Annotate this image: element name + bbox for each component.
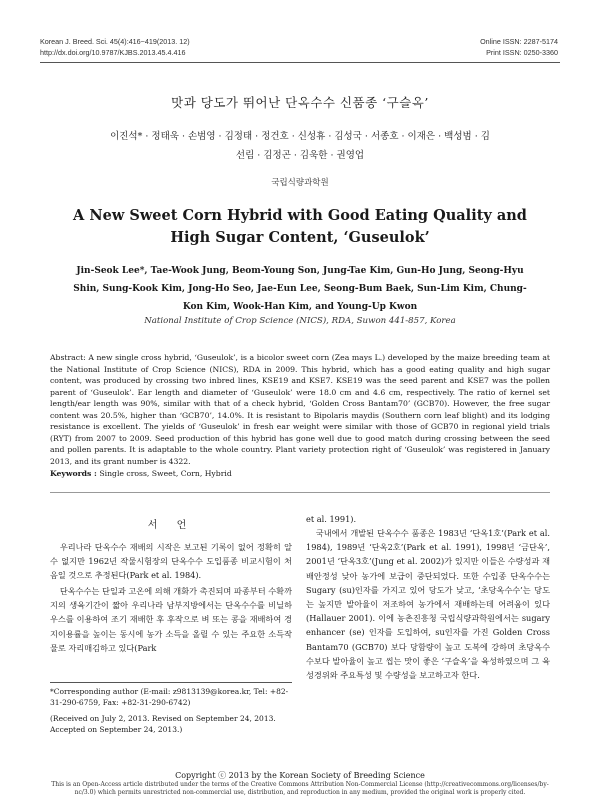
corresponding-author: *Corresponding author (E-mail: z9813139@korea.kr, Tel: +82-31-290-6759, Fax: +82-31-290-6742) bbox=[50, 687, 289, 707]
footnote-divider bbox=[50, 682, 292, 683]
doi-link[interactable]: http://dx.doi.org/10.9787/KJBS.2013.45.4.416 bbox=[40, 48, 186, 57]
intro-left-paragraph-2: 단옥수수는 단일과 고온에 의해 개화가 촉진되며 파종부터 수확까지의 생육기간이 짧아 우리나라 남부지방에서는 단옥수수를 비닐하우스를 이용하여 조기 재배한 후 후작으로 벼 또는 콩을 재배하여 경지이용률을 높이는 동시에 농가 소득을 올릴 수 있는 주요한 소득작물로 자리매김하고 있다(Park bbox=[50, 586, 292, 653]
copyright: Copyright ⓒ 2013 by the Korean Society of Breeding Science bbox=[175, 771, 425, 780]
keywords bbox=[50, 469, 550, 478]
section-title-intro: 서 언 bbox=[147, 520, 195, 531]
keywords-label: Keywords : bbox=[50, 469, 97, 478]
intro-right-paragraph: 국내에서 개발된 단옥수수 품종은 1983년 ‘단옥1호’(Park et al. 1984), 1989년 ‘단옥2호’(Park et al. 1991), 1998년 ‘금단옥’, 2001년 ‘단옥3호’(Jung et al. 2002)가 있지만 이들은 수량성과 재배안정성 낮아 농가에 보급이 중단되었다. 또한 수입종 단옥수수는 Sugary (su)인자를 가지고 있어 당도가 낮고, ‘초당옥수수’는 당도는 높지만 발아율이 저조하여 농가에서 재배하는데 어려움이 있다(Hallauer 2001). 이에 농촌진흥청 국립식량과학원에서는 sugary enhancer (se) 인자를 도입하여, su인자를 가진 Golden Cross Bantam70 (GCB70) 보다 당함량이 높고 도복에 강하며 초당옥수수보다 발아율이 높고 씹는 맛이 좋은 ‘구슬옥’을 육성하였으며 그 육성경위와 주요특성 및 수량성을 보고하고자 한다. bbox=[306, 528, 550, 681]
license-notice: This is an Open-Access article distributed under the terms of the Creative Commons Attribution Non-Commercial License (http://creativecommons.org/licenses/by-nc/3.0) which permits unrestricted non-commercial use, distribution, and reproduction in any medium, provided the original work is properly cited. bbox=[51, 781, 549, 796]
intro-left-paragraph-1: 우리나라 단옥수수 재배의 시작은 보고된 기록이 없어 정확히 알 수 없지만 1962년 작물시험장의 단옥수수 도입품종 비교시험이 처음일 것으로 추정된다(Park et al. 1984). bbox=[50, 542, 292, 581]
header-divider bbox=[40, 62, 560, 63]
korean-institute: 국립식량과학원 bbox=[271, 178, 329, 188]
korean-authors: 이진석* · 정태욱 · 손범영 · 김정태 · 정건호 · 신성휴 · 김성국 · 서종호 · 이재은 · 백성범 · 김선림 · 김정곤 · 김욱한 · 권영업 bbox=[110, 131, 490, 161]
received-dates: (Received on July 2, 2013. Revised on September 24, 2013. Accepted on September 24, 2013.) bbox=[50, 714, 276, 734]
english-institute: National Institute of Crop Science (NICS), RDA, Suwon 441-857, Korea bbox=[144, 316, 456, 326]
journal-reference: Korean J. Breed. Sci. 45(4):416~419(2013. 12) bbox=[40, 37, 190, 46]
korean-title: 맛과 당도가 뛰어난 단옥수수 신품종 ‘구슬옥’ bbox=[171, 95, 429, 110]
english-title: A New Sweet Corn Hybrid with Good Eating Quality and High Sugar Content, ‘Guseulok’ bbox=[73, 207, 527, 246]
print-issn: Print ISSN: 0250-3360 bbox=[486, 48, 558, 57]
intro-right-continuation: et al. 1991). bbox=[306, 514, 357, 524]
keywords-text: Single cross, Sweet, Corn, Hybrid bbox=[99, 469, 232, 478]
online-issn: Online ISSN: 2287-5174 bbox=[480, 37, 558, 46]
abstract: Abstract: A new single cross hybrid, ‘Guseulok’, is a bicolor sweet corn (Zea mays L.) developed by the maize breeding team at the National Institute of Crop Science (NICS), RDA in 2009. This hybrid, which has a good eating quality and high sugar content, was produced by crossing two inbred lines, KSE19 and KSE7. KSE19 was the seed parent and KSE7 was the pollen parent of ‘Guseulok’. Ear length and diameter of ‘Guseulok’ were 18.0 cm and 4.6 cm, respectively. The ratio of kernel set length/ear length was 90%, similar with that of a check hybrid, ‘Golden Cross Bantam70’ (GCB70). However, the free sugar content was 20.5%, higher than ‘GCB70’, 14.0%. It is resistant to Bipolaris maydis (Southern corn leaf blight) and its lodging resistance is excellent. The yields of ‘Guseulok’ in fresh ear weight were similar with those of GCB70 in regional yield trials (RYT) from 2007 to 2009. Seed production of this hybrid has gone well due to good match during crossing between the seed and pollen parents. It is adaptable to the whole country. Plant variety protection right of ‘Guseulok’ was registered in January 2013, and its grant number is 4322. bbox=[50, 353, 550, 466]
abstract-divider bbox=[50, 492, 550, 493]
english-authors: Jin-Seok Lee*, Tae-Wook Jung, Beom-Young Son, Jung-Tae Kim, Gun-Ho Jung, Seong-Hyu Shin, Sung-Kook Kim, Jong-Ho Seo, Jae-Eun Lee, Seong-Bum Baek, Sun-Lim Kim, Chung-Kon Kim, Wook-Han Kim, and Young-Up Kwon bbox=[73, 266, 527, 312]
